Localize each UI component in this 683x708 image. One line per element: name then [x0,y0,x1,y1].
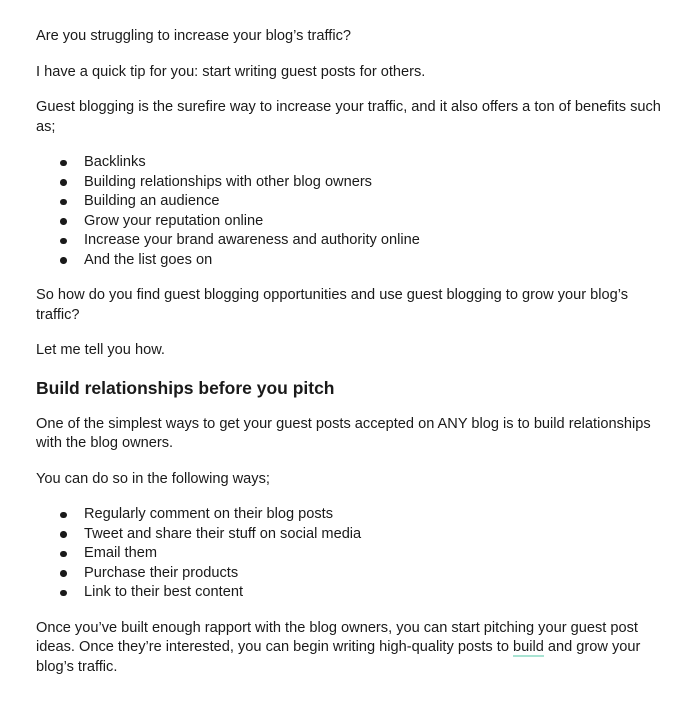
question-paragraph: So how do you find guest blogging opportunities and use guest blogging to grow your blog’s traffic? [36,287,629,323]
highlighted-word[interactable]: build [513,639,544,655]
closing-text-before: Once you’ve built enough rapport with the blog owners, you can start pitching your guest post ideas. Once they’re interested, you can begin writing high-quality posts to [36,619,638,655]
intro-benefits-lead: Guest blogging is the surefire way to increase your traffic, and it also offers a ton of benefits such as; [36,99,661,135]
list-item: Email them [84,545,157,561]
list-item: And the list goes on [84,251,213,268]
list-item: Backlinks [84,154,146,170]
section-paragraph: One of the simplest ways to get your guest posts accepted on ANY blog is to build relationships with the blog owners. [36,415,651,451]
closing-paragraph [36,619,663,678]
benefits-list [36,153,663,270]
lead-in-paragraph: Let me tell you how. [36,342,165,358]
list-item: Increase your brand awareness and authority online [84,232,420,248]
list-item: Grow your reputation online [84,212,264,229]
ways-intro: You can do so in the following ways; [36,470,270,487]
closing-text-after: and grow your blog’s traffic. [36,639,641,675]
intro-tip: I have a quick tip for you: start writing guest posts for others. [36,63,426,80]
list-item: Link to their best content [84,584,244,600]
list-item: Building an audience [84,193,220,209]
intro-question: Are you struggling to increase your blog’s traffic? [36,28,352,44]
section-heading: Build relationships before you pitch [36,377,335,398]
list-item: Regularly comment on their blog posts [84,506,334,522]
list-item: Building relationships with other blog owners [84,173,372,190]
list-item: Purchase their products [84,564,239,581]
ways-list [36,505,663,603]
list-item: Tweet and share their stuff on social media [84,525,362,542]
